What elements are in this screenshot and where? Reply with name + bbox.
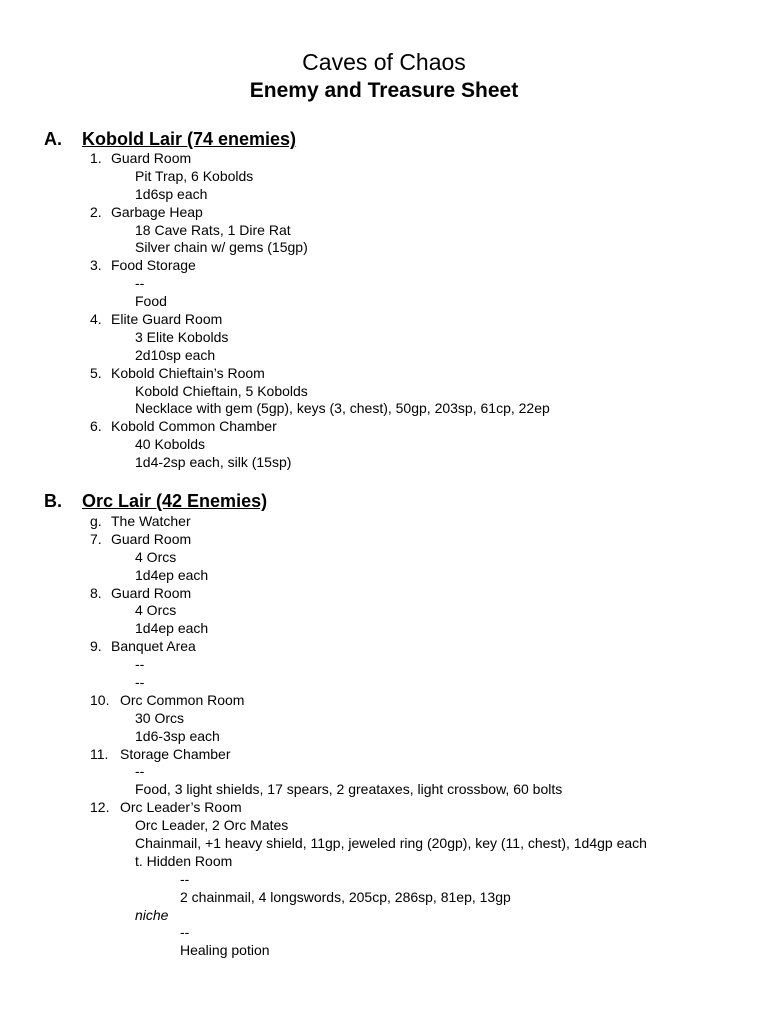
page-subtitle: Enemy and Treasure Sheet [249,79,519,102]
room-item [0,692,768,710]
section-heading-kobold-lair [44,128,296,150]
room-item [0,531,768,549]
room-enemies [0,710,768,728]
section-letter: A. [44,129,62,149]
room-item [0,513,768,531]
room-treasure [0,567,768,585]
room-treasure [0,835,768,853]
room-enemies-text: -- [135,656,145,673]
room-enemies-text: 3 Elite Kobolds [135,328,229,345]
room-treasure [0,347,768,365]
subroom-name: niche [135,906,169,923]
room-enemies-text: 40 Kobolds [135,436,206,453]
room-name: Banquet Area [111,638,196,655]
section-title: Kobold Lair (74 enemies) [82,129,297,149]
room-number: 3. [90,257,102,274]
section-heading-orc-lair [44,490,267,512]
room-enemies-text: Kobold Chieftain, 5 Kobolds [135,382,308,399]
room-number: 11. [90,745,109,762]
room-name: Kobold Chieftain’s Room [111,364,265,381]
room-enemies [0,549,768,567]
room-treasure-text: Necklace with gem (5gp), keys (3, chest), 50gp, 203sp, 61cp, 22ep [135,400,550,417]
room-name: Garbage Heap [111,203,203,220]
room-name: Orc Leader’s Room [120,799,242,816]
orc-lair-room-list [0,513,768,960]
room-enemies [0,168,768,186]
room-treasure [0,186,768,204]
room-name: Storage Chamber [120,745,231,762]
room-enemies-text: 18 Cave Rats, 1 Dire Rat [135,221,291,238]
room-enemies-text: -- [135,275,145,292]
room-item [0,311,768,329]
room-item [0,746,768,764]
room-item [0,257,768,275]
subroom-enemies-text: -- [180,870,190,887]
room-number: 4. [90,311,102,328]
subroom-treasure-text: Healing potion [180,942,270,959]
room-enemies-text: 4 Orcs [135,548,177,565]
room-treasure-text: Food [135,293,167,310]
room-item [0,418,768,436]
section-letter: B. [44,491,62,511]
subroom-name: t. Hidden Room [135,852,233,869]
room-enemies [0,383,768,401]
room-name: Food Storage [111,257,196,274]
room-number: 7. [90,530,102,547]
subroom-enemies-text: -- [180,924,190,941]
room-item [0,150,768,168]
room-treasure-text: Silver chain w/ gems (15gp) [135,239,308,256]
subroom-treasure [0,942,768,960]
room-number: 10. [90,691,110,708]
room-enemies [0,436,768,454]
room-treasure-text: Chainmail, +1 heavy shield, 11gp, jeweled ring (20gp), key (11, chest), 1d4gp each [135,835,647,852]
room-enemies [0,329,768,347]
room-treasure-text: -- [135,674,145,691]
room-name: Orc Common Room [120,691,245,708]
room-item [0,585,768,603]
section-title: Orc Lair (42 Enemies) [82,491,268,511]
room-enemies [0,763,768,781]
room-treasure-text: 1d6sp each [135,185,208,202]
room-treasure-text: 1d4ep each [135,620,209,637]
subroom-item [0,907,768,925]
room-item [0,799,768,817]
room-name: The Watcher [111,513,191,529]
room-treasure [0,293,768,311]
room-enemies [0,602,768,620]
room-number: 6. [90,418,102,435]
room-name: Guard Room [111,530,192,547]
room-treasure-text: Food, 3 light shields, 17 spears, 2 greataxes, light crossbow, 60 bolts [135,781,563,798]
room-treasure [0,454,768,472]
room-item [0,204,768,222]
room-enemies [0,817,768,835]
room-enemies [0,656,768,674]
room-treasure [0,781,768,799]
kobold-lair-room-list [0,150,768,472]
room-treasure [0,239,768,257]
room-number: 2. [90,203,102,220]
room-item [0,638,768,656]
subroom-item [0,853,768,871]
room-name: Guard Room [111,150,192,166]
room-enemies [0,275,768,293]
room-enemies-text: 30 Orcs [135,709,185,726]
room-treasure-text: 1d6-3sp each [135,727,220,744]
room-name: Kobold Common Chamber [111,418,277,435]
room-number: 12. [90,799,110,816]
room-treasure [0,728,768,746]
room-enemies [0,222,768,240]
room-treasure-text: 2d10sp each [135,346,216,363]
subroom-treasure-text: 2 chainmail, 4 longswords, 205cp, 286sp, 81ep, 13gp [180,888,511,905]
room-treasure-text: 1d4ep each [135,566,209,583]
room-treasure-text: 1d4-2sp each, silk (15sp) [135,454,292,471]
room-treasure [0,400,768,418]
subroom-enemies [0,924,768,942]
subroom-treasure [0,889,768,907]
room-number: 5. [90,364,102,381]
room-number: 8. [90,584,102,601]
room-enemies-text: 4 Orcs [135,602,177,619]
room-name: Elite Guard Room [111,311,223,328]
room-enemies-text: Orc Leader, 2 Orc Mates [135,817,289,834]
room-item [0,365,768,383]
room-number: g. [90,513,102,529]
room-name: Guard Room [111,584,192,601]
room-number: 9. [90,638,102,655]
page-title: Caves of Chaos [302,49,466,75]
room-treasure [0,620,768,638]
room-enemies-text: -- [135,763,145,780]
room-number: 1. [90,150,102,166]
room-enemies-text: Pit Trap, 6 Kobolds [135,167,254,184]
subroom-enemies [0,871,768,889]
room-treasure [0,674,768,692]
